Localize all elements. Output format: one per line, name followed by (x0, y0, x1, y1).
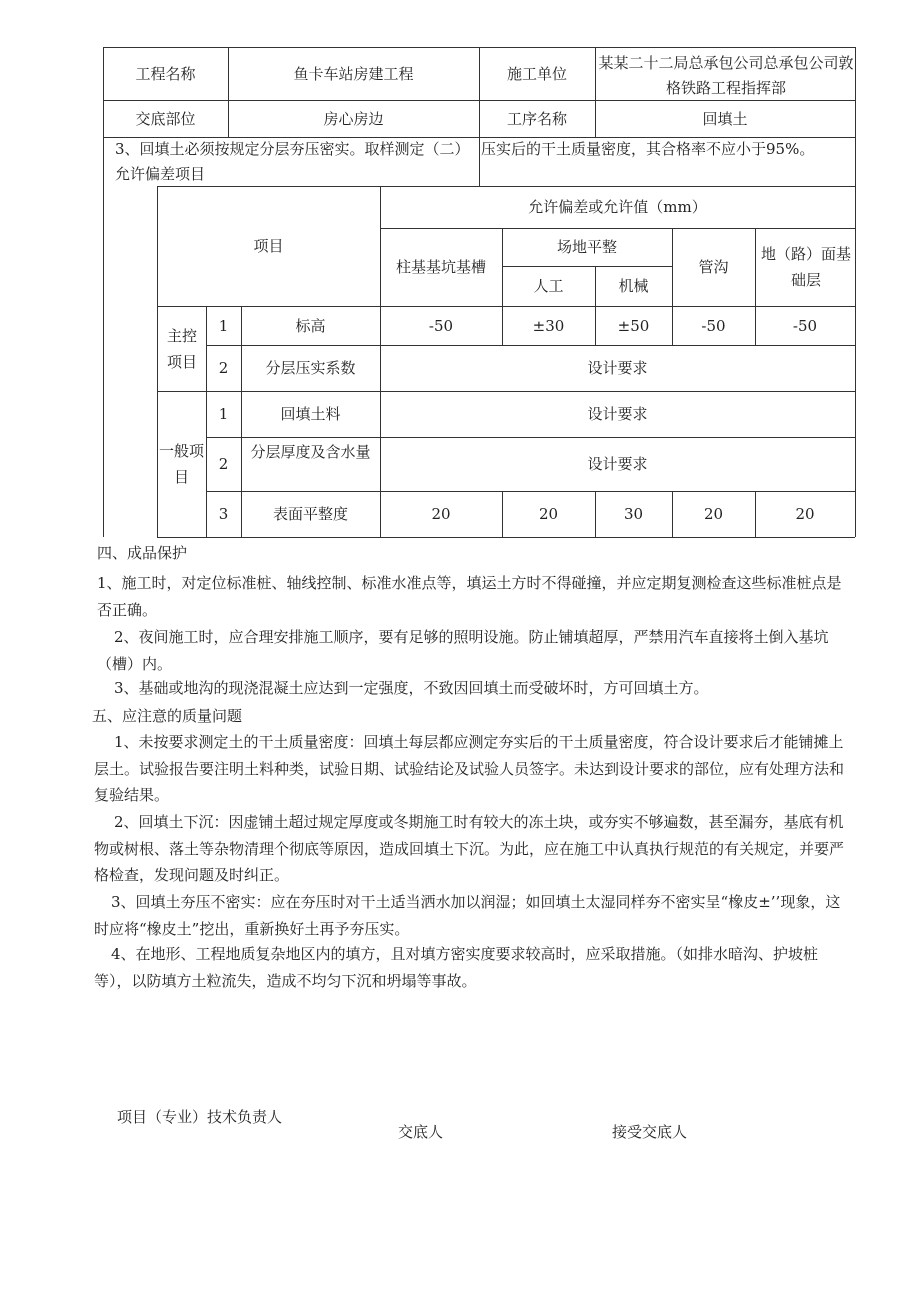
row-value: ±50 (617, 316, 650, 335)
section5-title: 五、应注意的质量问题 (92, 707, 243, 725)
row-value: 20 (795, 505, 815, 523)
contractor-value: 某某二十二局总承包公司总承包公司敦格铁路工程指挥部 (598, 54, 854, 97)
group-main: 主控项目 (166, 326, 197, 371)
divider (855, 186, 856, 537)
signature-tech-lead: 项目（专业）技术负责人 (117, 1108, 283, 1126)
section4-title: 四、成品保护 (97, 544, 188, 562)
divider (855, 47, 856, 186)
row-no: 1 (218, 316, 229, 335)
row-no: 2 (218, 455, 229, 473)
row-no: 3 (218, 505, 229, 523)
section5-item: 1、未按要求测定土的干土质量密度：回填土每层都应测定夯实后的干土质量密度，符合设计要求后才能铺摊上层土。试验报告要注明土料种类，试验日期、试验结论及试验人员签字。未达到设计要求的部位，应有处理方法和复验结果。 (94, 733, 845, 804)
col-road: 地（路）面基础层 (760, 245, 851, 289)
note-right: 压实后的干土质量密度，其合格率不应小于95%。 (481, 140, 815, 158)
row-value: ±30 (532, 316, 565, 335)
row-value: -50 (792, 316, 818, 335)
row-span-value: 设计要求 (587, 455, 648, 473)
section5-item: 3、回填土夯压不密实：应在夯压时对干土适当洒水加以润湿；如回填土太湿同样夯不密实呈“橡皮±’’现象，这时应将“橡皮土”挖出，重新换好土再予夯压实。 (94, 893, 841, 938)
col-pipe: 管沟 (698, 258, 729, 276)
row-name: 回填土料 (280, 405, 341, 423)
group-general: 一般项目 (158, 442, 204, 486)
signature-receiver: 接受交底人 (612, 1123, 688, 1141)
process-value: 回填土 (702, 109, 748, 128)
project-name-label: 工程名称 (135, 64, 196, 83)
col-manual: 人工 (533, 277, 564, 295)
row-name: 标高 (295, 316, 326, 335)
col-pit: 柱基基坑基槽 (395, 258, 486, 276)
row-span-value: 设计要求 (587, 405, 648, 423)
row-name: 表面平整度 (272, 505, 348, 523)
row-value: 20 (703, 505, 724, 523)
location-label: 交底部位 (135, 109, 196, 128)
section4-item: 1、施工时，对定位标准桩、轴线控制、标准水准点等，填运土方时不得碰撞，并应定期复测检查这些标准桩点是否正确。 (97, 574, 842, 619)
section4-item: 3、基础或地沟的现浇混凝土应达到一定强度，不致因回填土而受破坏时，方可回填土方。 (114, 679, 709, 697)
signature-presenter: 交底人 (398, 1123, 444, 1141)
section4-item: 2、夜间施工时，应合理安排施工顺序，要有足够的照明设施。防止铺填超厚，严禁用汽车直接将土倒入基坑（槽）内。 (97, 628, 829, 673)
row-value: -50 (701, 316, 726, 335)
contractor-label: 施工单位 (506, 64, 567, 83)
project-name-value: 鱼卡车站房建工程 (293, 64, 414, 83)
location-value: 房心房边 (323, 109, 384, 128)
tolerance-header: 允许偏差或允许值（mm） (528, 198, 707, 216)
divider (157, 537, 855, 538)
item-header: 项目 (253, 237, 284, 255)
row-value: -50 (428, 316, 454, 335)
row-name: 分层压实系数 (265, 359, 356, 377)
col-machine: 机械 (618, 277, 649, 295)
section5-item: 4、在地形、工程地质复杂地区内的填方，且对填方密实度要求较高时，应采取措施。（如排水暗沟、护坡桩等），以防填方土粒流失，造成不均匀下沉和坍塌等事故。 (94, 945, 819, 990)
row-no: 1 (218, 405, 229, 423)
row-value: 20 (538, 505, 559, 523)
row-value: 30 (623, 505, 644, 523)
col-site: 场地平整 (556, 238, 617, 256)
row-no: 2 (218, 359, 229, 377)
row-value: 20 (431, 505, 451, 523)
process-label: 工序名称 (506, 109, 567, 128)
note-left: 3、回填土必须按规定分层夯压密实。取样测定（二）允许偏差项目 (115, 140, 470, 183)
row-span-value: 设计要求 (587, 359, 648, 377)
section5-item: 2、回填土下沉：因虚铺土超过规定厚度或冬期施工时有较大的冻土块，或夯实不够遍数，甚至漏夯，基底有机物或树根、落土等杂物清理个彻底等原因，造成回填土下沉。为此，应在施工中认真执行规范的有关规定，并要严格检查，发现问题及时纠正。 (94, 813, 845, 884)
row-name: 分层厚度及含水量 (250, 443, 371, 461)
